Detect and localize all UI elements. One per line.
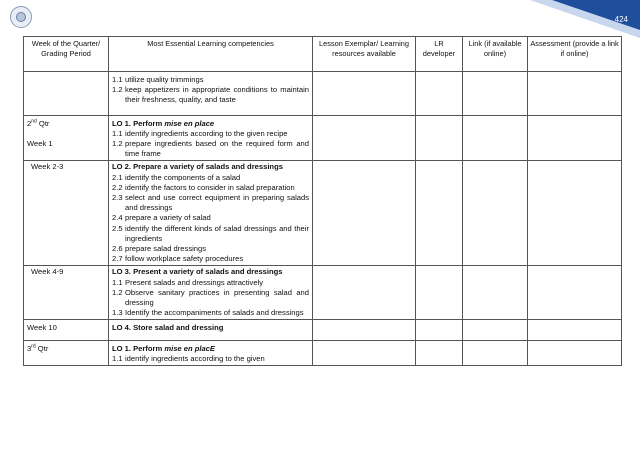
empty-cell [528, 266, 622, 320]
competency-item: 1.2 keep appetizers in appropriate conditions to maintain their freshness, quality, and taste [112, 85, 309, 105]
competency-cell [109, 266, 313, 320]
header-lr-developer: LR developer [416, 37, 463, 72]
week-cell [24, 161, 109, 266]
table-header-row [24, 37, 622, 72]
table-row [24, 72, 622, 116]
learning-outcome: LO 1. Perform mise en placE [112, 343, 215, 353]
learning-outcome: LO 2. Prepare a variety of salads and dressings [112, 162, 283, 172]
competency-item: 2.5 identify the different kinds of salad dressings and their ingredients [112, 223, 309, 243]
week-label: Week 4-9 [31, 267, 64, 277]
competency-item: 2.4 prepare a variety of salad [112, 213, 211, 223]
empty-cell [463, 340, 528, 365]
competency-item: 1.3 Identify the accompaniments of salads and dressings [112, 308, 304, 318]
empty-cell [528, 320, 622, 340]
competency-item: 1.1 identify ingredients according to the given [112, 353, 265, 363]
competency-item: 1.2 prepare ingredients based on the required form and time frame [112, 139, 309, 159]
competency-item: 1.1 Present salads and dressings attractively [112, 277, 264, 287]
empty-cell [416, 340, 463, 365]
competency-item: 2.1 identify the components of a salad [112, 172, 241, 182]
competency-item: 2.6 prepare salad dressings [112, 244, 207, 254]
competency-item: 2.7 follow workplace safety procedures [112, 254, 244, 264]
competency-item: 2.3 select and use correct equipment in preparing salads and dressings [112, 193, 309, 213]
quarter-label: 2nd Qtr [27, 118, 50, 128]
table-row [24, 320, 622, 340]
table-row [24, 266, 622, 320]
week-cell [24, 72, 109, 116]
competency-item: 1.1 utilize quality trimmings [112, 75, 204, 84]
header-competencies: Most Essential Learning competencies [109, 37, 313, 72]
empty-cell [313, 340, 416, 365]
empty-cell [463, 115, 528, 161]
deped-seal-logo [10, 6, 32, 28]
empty-cell [463, 161, 528, 266]
curriculum-table [23, 36, 622, 366]
week-label: Week 1 [27, 138, 53, 148]
empty-cell [528, 340, 622, 365]
table-row [24, 340, 622, 365]
learning-outcome: LO 4. Store salad and dressing [112, 323, 224, 333]
week-cell [24, 115, 109, 161]
empty-cell [416, 72, 463, 116]
empty-cell [528, 115, 622, 161]
header-week: Week of the Quarter/ Grading Period [24, 37, 109, 72]
learning-outcome: LO 3. Present a variety of salads and dressings [112, 267, 283, 277]
header-lesson-exemplar: Lesson Exemplar/ Learning resources available [313, 37, 416, 72]
competency-item: 1.2 Observe sanitary practices in presenting salad and dressing [112, 287, 309, 308]
empty-cell [528, 161, 622, 266]
empty-cell [463, 320, 528, 340]
competency-cell [109, 161, 313, 266]
empty-cell [416, 161, 463, 266]
competency-cell [109, 72, 313, 116]
empty-cell [416, 320, 463, 340]
learning-outcome: LO 1. Perform mise en place [112, 118, 215, 128]
quarter-label: 3rd Qtr [27, 343, 49, 353]
empty-cell [463, 266, 528, 320]
empty-cell [416, 266, 463, 320]
competency-item: 1.1 identify ingredients according to the given recipe [112, 128, 288, 138]
empty-cell [313, 72, 416, 116]
week-label: Week 10 [27, 323, 57, 333]
header-link: Link (if available online) [463, 37, 528, 72]
empty-cell [528, 72, 622, 116]
competency-item: 2.2 identify the factors to consider in salad preparation [112, 182, 295, 192]
week-label: Week 2-3 [31, 162, 64, 172]
competency-cell [109, 320, 313, 340]
empty-cell [313, 320, 416, 340]
table-row [24, 161, 622, 266]
empty-cell [463, 72, 528, 116]
competency-cell [109, 340, 313, 365]
page-number: 424 [614, 15, 628, 24]
empty-cell [313, 161, 416, 266]
week-cell [24, 340, 109, 365]
empty-cell [313, 266, 416, 320]
table-row [24, 115, 622, 161]
empty-cell [416, 115, 463, 161]
week-cell [24, 320, 109, 340]
competency-cell [109, 115, 313, 161]
header-assessment: Assessment (provide a link if online) [528, 37, 622, 72]
week-cell [24, 266, 109, 320]
empty-cell [313, 115, 416, 161]
